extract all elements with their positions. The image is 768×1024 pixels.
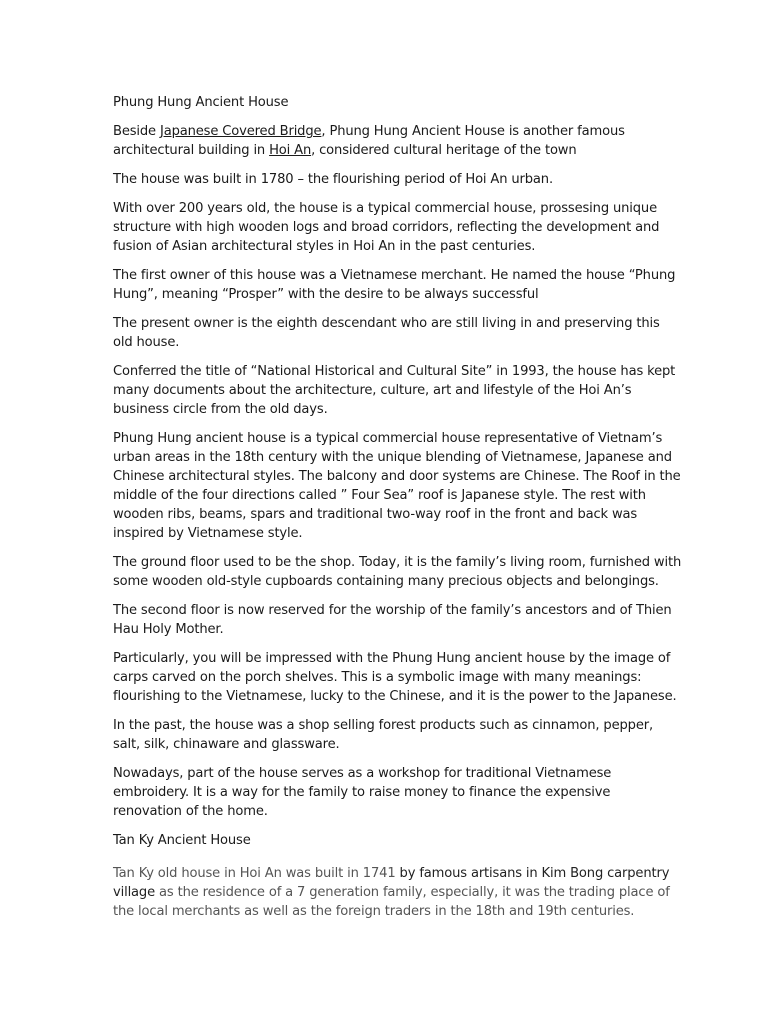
document-page: [113, 93, 683, 931]
p1-middle: , Phung Hung Ancient House is another famous architectural building in: [113, 124, 625, 158]
japanese-covered-bridge-link[interactable]: Japanese Covered Bridge: [159, 124, 322, 139]
paragraph-3: With over 200 years old, the house is a typical commercial house, prossesing unique structure with high wooden logs and broad corridors, reflecting the development and fusion of Asian architectural styles in Hoi An in the past centuries.: [113, 201, 660, 254]
p13-part3: as the residence of a 7 generation family, especially, it was the trading place of the local merchants as well as the foreign traders in the 18th and 19th centuries.: [113, 885, 670, 919]
paragraph-5: The present owner is the eighth descendant who are still living in and preserving this old house.: [113, 316, 660, 350]
paragraph-4: The first owner of this house was a Vietnamese merchant. He named the house “Phung Hung”, meaning “Prosper” with the desire to be always successful: [113, 268, 676, 302]
paragraph-2: The house was built in 1780 – the flourishing period of Hoi An urban.: [113, 172, 553, 187]
paragraph-9: The second floor is now reserved for the worship of the family’s ancestors and of Thien Hau Holy Mother.: [113, 603, 672, 637]
heading-tan-ky: Tan Ky Ancient House: [113, 833, 251, 848]
heading-phung-hung: Phung Hung Ancient House: [113, 95, 289, 110]
p1-after: , considered cultural heritage of the town: [311, 143, 577, 158]
paragraph-12: Nowadays, part of the house serves as a workshop for traditional Vietnamese embroidery. It is a way for the family to raise money to finance the expensive renovation of the home.: [113, 766, 612, 819]
paragraph-1: [113, 122, 683, 160]
hoi-an-link[interactable]: Hoi An: [269, 143, 312, 158]
p13-part1: Tan Ky old house in Hoi An was built in 1741: [113, 866, 400, 881]
paragraph-11: In the past, the house was a shop selling forest products such as cinnamon, pepper, salt, silk, chinaware and glassware.: [113, 718, 653, 752]
paragraph-6: Conferred the title of “National Historical and Cultural Site” in 1993, the house has kept many documents about the architecture, culture, art and lifestyle of the Hoi An’s business circle from the old days.: [113, 364, 676, 417]
p1-before: Beside: [113, 124, 160, 139]
paragraph-10: Particularly, you will be impressed with the Phung Hung ancient house by the image of carps carved on the porch shelves. This is a symbolic image with many meanings: flourishing to the Vietnamese, lucky to the Chinese, and it is the power to the Japanese.: [113, 651, 677, 704]
paragraph-13: [113, 864, 683, 921]
p13-part2: by famous artisans in Kim Bong carpentry village: [113, 866, 670, 900]
paragraph-8: The ground floor used to be the shop. Today, it is the family’s living room, furnished with some wooden old-style cupboards containing many precious objects and belongings.: [113, 555, 682, 589]
paragraph-7: Phung Hung ancient house is a typical commercial house representative of Vietnam’s urban areas in the 18th century with the unique blending of Vietnamese, Japanese and Chinese architectural styles. The balcony and door systems are Chinese. The Roof in the middle of the four directions called ” Four Sea” roof is Japanese style. The rest with wooden ribs, beams, spars and traditional two-way roof in the front and back was inspired by Vietnamese style.: [113, 431, 681, 541]
